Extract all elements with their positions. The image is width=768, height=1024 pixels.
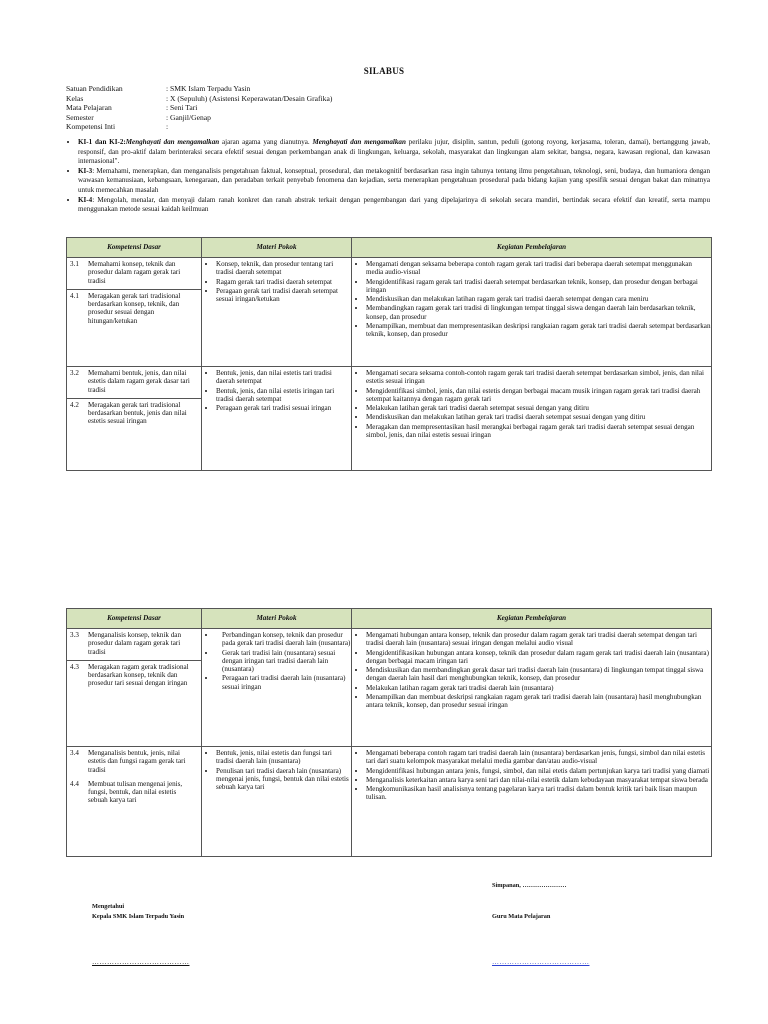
list-item: • Mendiskusikan dan melakukan latihan gerak tari tradisi daerah setempat sesuai dengan yang ditiru: [366, 413, 711, 421]
list-item: • Menganalisis keterkaitan antara karya seni tari dan nilai-nilai estetik dalam kebudayaan masyarakat tempat siswa berada: [366, 776, 711, 784]
kd-cell: 3.3 Menganalisis konsep, teknik dan prosedur dalam ragam gerak tari tradisi 4.3 Meragakan ragam gerak tradisional berdasarkan konsep, teknik dan prosedur tari sesuai dengan iringan: [67, 629, 202, 747]
list-item: • Peragaan gerak tari tradisi daerah setempat sesuai iringan/ketukan: [216, 287, 351, 304]
table-row: [67, 747, 712, 857]
list-item: • Bentuk, jenis, dan nilai estetis tari tradisi daerah setempat: [216, 369, 351, 386]
kd-cell: 3.2 Memahami bentuk, jenis, dan nilai estetis dalam ragam gerak dasar tari tradisi 4.2 Meragakan gerak tari tradisional berdasarkan bentuk, jenis dan nilai estetis sesuai iringan: [67, 367, 202, 471]
list-item: • Membandingkan ragam gerak tari tradisi di lingkungan tempat tinggal siswa dengan daerah lain berdasarkan teknik, konsep, dan prosedur: [366, 304, 711, 321]
identity-label: Satuan Pendidikan: [66, 84, 123, 93]
identity-value: :: [166, 122, 169, 132]
header-kegiatan: Kegiatan Pembelajaran: [352, 609, 712, 629]
header-kd: Kompetensi Dasar: [67, 238, 202, 258]
identity-label: Kompetensi Inti: [66, 122, 116, 132]
signature-knowing: Mengetahui: [92, 903, 125, 910]
ki-item: • KI-4: Mengolah, menalar, dan menyaji dalam ranah konkret dan ranah abstrak terkait dengan pengembangan dari yang dipelajarinya di sekolah secara mandiri, bertindak secara efektif dan kreatif, serta mampu menggunakan metode sesuai kaidah keilmuan: [78, 196, 710, 215]
signature-principal-title: Kepala SMK Islam Terpadu Yasin: [92, 913, 185, 920]
list-item: • Melakukan latihan gerak tari tradisi daerah setempat sesuai dengan yang ditiru: [366, 404, 711, 412]
list-item: • Mendiskusikan dan melakukan latihan ragam gerak tari tradisi daerah setempat dengan cara meniru: [366, 295, 711, 303]
materi-cell: [202, 367, 352, 471]
signature-teacher-title: Guru Mata Pelajaran: [492, 913, 551, 920]
table-header-row: [67, 609, 712, 629]
list-item: • Mengidentifikasi hubungan antara jenis, fungsi, simbol, dan nilai etetis dalam pertunjukan karya tari tradisi yang diamati: [366, 767, 711, 775]
identity-value: : X (Sepuluh) (Asistensi Keperawatan/Desain Grafika): [166, 93, 333, 103]
ki-item: • KI-1 dan KI-2:Menghayati dan mengamalkan ajaran agama yang dianutnya. Menghayati dan mengamalkan perilaku jujur, disiplin, santun, peduli (gotong royong, kerjasama, toleran, damai), bertanggung jawab, responsif, dan pro-aktif dalam berinteraksi secara efektif sesuai dengan perkembangan anak di lingkungan, keluarga, sekolah, masyarakat dan lingkungan alam sekitar, bangsa, negara, kawasan regional, dan kawasan internasional".: [78, 138, 710, 167]
list-item: • Meragakan dan mempresentasikan hasil merangkai berbagai ragam gerak tari tradisi daerah setempat sesuai dengan simbol, jenis, dan nilai estetis sesuai iringan: [366, 423, 711, 440]
kd-cell: 3.4 Menganalisis bentuk, jenis, nilai estetis dan fungsi ragam gerak tari tradisi 4.4 Membuat tulisan mengenai jenis, fungsi, bentuk, dan nilai estetis sebuah karya tari: [67, 747, 202, 857]
list-item: • Konsep, teknik, dan prosedur tentang tari tradisi daerah setempat: [216, 260, 351, 277]
list-item: • Mengamati beberapa contoh ragam tari tradisi daerah lain (nusantara) berdasarkan jenis, fungsi, simbol dan nilai estetis tari dari suatu kelompok masyarakat melalui media gambar dan/atau audio-visual: [366, 749, 711, 766]
list-item: • Mengidentifikasikan hubungan antara konsep, teknik dan prosedur dalam ragam gerak tari tradisi daerah lain (nusantara) dengan berbagai macam iringan tari: [366, 649, 711, 666]
header-kegiatan: Kegiatan Pembelajaran: [352, 238, 712, 258]
kegiatan-cell: [352, 629, 712, 747]
ki-item: • KI-3: Memahami, menerapkan, dan menganalisis pengetahuan faktual, konseptual, prosedural, dan metakognitif berdasarkan rasa ingin tahunya tentang ilmu pengetahuan, teknologi, seni, budaya, dan humaniora dengan wawasan kemanusiaan, kebangsaan, kenegaraan, dan peradaban terkait penyebab fenomena dan kejadian, serta menerapkan pengetahuan prosedural pada bidang kajian yang spesifik sesuai dengan bakat dan minatnya untuk memecahkan masalah: [78, 167, 710, 196]
identity-value: : SMK Islam Terpadu Yasin: [166, 84, 251, 93]
identity-label: Kelas: [66, 93, 84, 103]
list-item: • Bentuk, jenis, nilai estetis dan fungsi tari tradisi daerah lain (nusantara): [216, 749, 351, 766]
document-title: SILABUS: [363, 66, 405, 76]
table-header-row: [67, 238, 712, 258]
list-item: • Mengkomunikasikan hasil analisisnya tentang pagelaran karya tari tradisi dalam bentuk kritik tari baik lisan maupun tulisan.: [366, 785, 711, 802]
header-kd: Kompetensi Dasar: [67, 609, 202, 629]
signature-line-principal: …………………………………: [92, 958, 190, 966]
materi-cell: [202, 747, 352, 857]
identity-value: : Ganjil/Genap: [166, 112, 211, 122]
list-item: • Menampilkan dan membuat deskripsi rangkaian ragam gerak tari tradisi daerah lain (nusantara) hasil menghubungkan antara teknik, konsep, dan prosedur sesuai iringan: [366, 693, 711, 710]
kegiatan-cell: [352, 367, 712, 471]
identity-label: Semester: [66, 112, 94, 122]
list-item: • Bentuk, jenis, dan nilai estetis iringan tari tradisi daerah setempat: [216, 387, 351, 404]
identity-block: [66, 84, 332, 132]
list-item: • Ragam gerak tari tradisi daerah setempat: [216, 278, 351, 286]
list-item: • Mengamati hubungan antara konsep, teknik dan prosedur dalam ragam gerak tari tradisi daerah setempat dengan tari tradisi daerah lain (nusantara) sesuai iringan dengan melalui audio visual: [366, 631, 711, 648]
list-item: • Mengamati secara seksama contoh-contoh ragam gerak tari tradisi daerah setempat berdasarkan simbol, jenis, dan nilai estetis sesuai iringan: [366, 369, 711, 386]
table-row: [67, 258, 712, 367]
table-row: [67, 367, 712, 471]
list-item: • Perbandingan konsep, teknik dan prosedur pada gerak tari tradisi daerah lain (nusantara): [216, 631, 351, 648]
table-row: [67, 629, 712, 747]
signature-line-teacher: …………………………………: [492, 958, 590, 966]
header-materi: Materi Pokok: [202, 238, 352, 258]
list-item: • Peragaan gerak tari tradisi sesuai iringan: [216, 404, 351, 412]
kegiatan-cell: [352, 747, 712, 857]
kegiatan-cell: [352, 258, 712, 367]
identity-value: : Seni Tari: [166, 103, 198, 113]
materi-cell: [202, 258, 352, 367]
identity-label: Mata Pelajaran: [66, 103, 112, 113]
list-item: • Mengidentifikasi ragam gerak tari tradisi daerah setempat berdasarkan teknik, konsep, dan prosedur dengan berbagai iringan: [366, 278, 711, 295]
list-item: • Melakukan latihan ragam gerak tari tradisi daerah lain (nusantara): [366, 684, 711, 692]
signature-place-date: Simpanan, …………………: [492, 882, 567, 889]
list-item: • Menampilkan, membuat dan mempresentasikan deskripsi rangkaian ragam gerak tari tradisi daerah setempat berdasarkan teknik, konsep, dan prosedur: [366, 322, 711, 339]
list-item: • Peragaan tari tradisi daerah lain (nusantara) sesuai iringan: [216, 674, 351, 691]
list-item: • Mengamati dengan seksama beberapa contoh ragam gerak tari tradisi dari beberapa daerah setempat menggunakan media audio-visual: [366, 260, 711, 277]
kompetensi-inti-list: [66, 138, 710, 215]
list-item: • Penulisan tari tradisi daerah lain (nusantara) mengenai jenis, fungsi, bentuk dan nilai estetis sebuah karya tari: [216, 767, 351, 792]
list-item: • Mendiskusikan dan membandingkan gerak dasar tari tradisi daerah lain (nusantara) di lingkungan tempat tinggal siswa dengan daerah lain hasil dari menghubungkan teknik, konsep, dan prosedur: [366, 666, 711, 683]
list-item: • Gerak tari tradisi lain (nusantara) sesuai dengan iringan tari tradisi daerah lain (nusantara): [216, 649, 351, 674]
syllabus-table-2: [66, 608, 712, 857]
materi-cell: [202, 629, 352, 747]
list-item: • Mengidentifikasi simbol, jenis, dan nilai estetis dengan berbagai macam musik iringan ragam gerak tari tradisi daerah setempat kaitannya dengan ragam gerak tari: [366, 387, 711, 404]
kd-cell: 3.1 Memahami konsep, teknik dan prosedur dalam ragam gerak tari tradisi 4.1 Meragakan gerak tari tradisional berdasarkan konsep, teknik, dan prosedur sesuai dengan hitungan/ketukan: [67, 258, 202, 367]
syllabus-table-1: [66, 237, 712, 471]
header-materi: Materi Pokok: [202, 609, 352, 629]
